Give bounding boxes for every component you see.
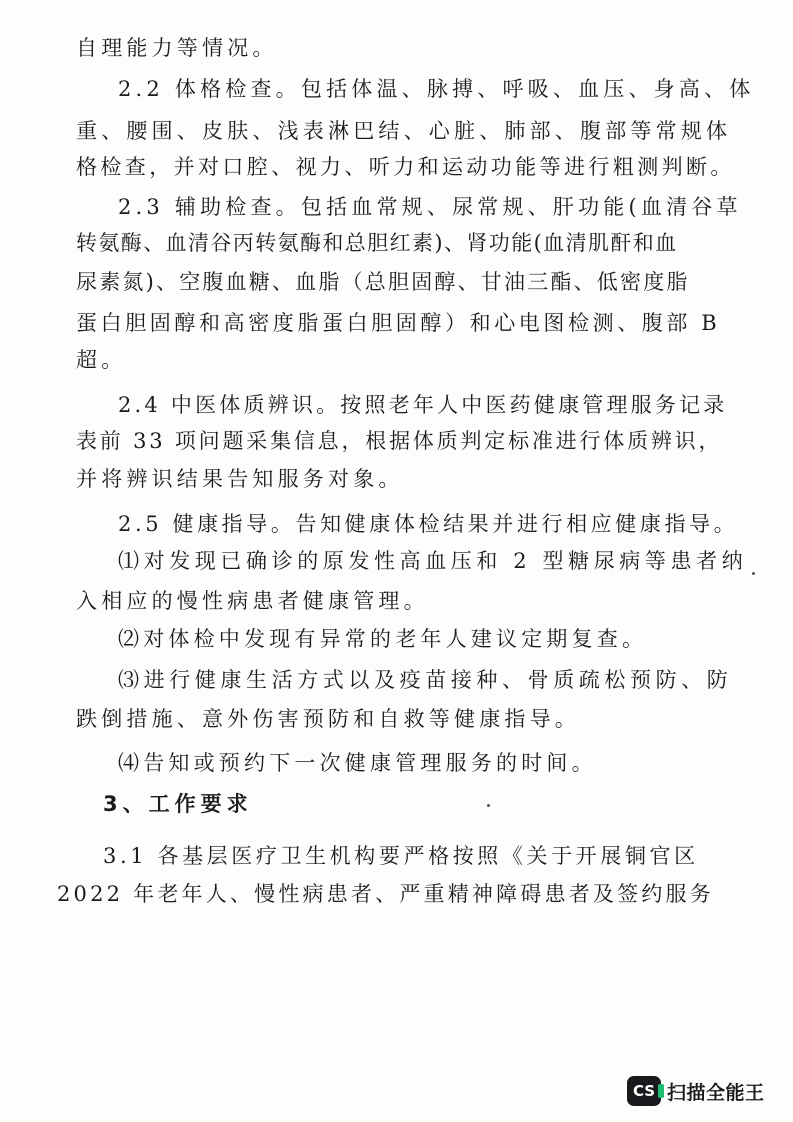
- text-line: 入相应的慢性病患者健康管理。: [76, 589, 429, 613]
- paragraph-2-4-start: 2.4 中医体质辨识。按照老年人中医药健康管理服务记录: [118, 393, 728, 417]
- text-line: 并将辨识结果告知服务对象。: [76, 467, 404, 491]
- section-heading: 3、工作要求: [103, 792, 253, 816]
- text-line: 蛋白胆固醇和高密度脂蛋白胆固醇）和心电图检测、腹部 B: [76, 311, 721, 335]
- scan-speck: [752, 572, 755, 575]
- text-line: 超。: [76, 348, 127, 372]
- list-item-1: ⑴对发现已确诊的原发性高血压和 2 型糖尿病等患者纳: [118, 549, 748, 573]
- text-line: 转氨酶、血清谷丙转氨酶和总胆红素)、肾功能(血清肌酐和血: [76, 231, 678, 255]
- list-item-3: ⑶进行健康生活方式以及疫苗接种、骨质疏松预防、防: [118, 668, 733, 692]
- list-item-4: ⑷告知或预约下一次健康管理服务的时间。: [118, 751, 597, 775]
- scanner-watermark: [627, 1076, 765, 1106]
- text-line: 2022 年老年人、慢性病患者、严重精神障碍患者及签约服务: [57, 882, 714, 906]
- text-line: 重、腰围、皮肤、浅表淋巴结、心脏、肺部、腹部等常规体: [76, 119, 732, 143]
- text-line: 跌倒措施、意外伤害预防和自救等健康指导。: [76, 707, 580, 731]
- camscanner-logo-icon: [627, 1076, 661, 1106]
- scan-speck: [487, 804, 490, 807]
- paragraph-3-1-start: 3.1 各基层医疗卫生机构要严格按照《关于开展铜官区: [103, 844, 699, 868]
- paragraph-2-3-start: 2.3 辅助检查。包括血常规、尿常规、肝功能(血清谷草: [118, 195, 742, 219]
- text-line: 表前 33 项问题采集信息，根据体质判定标准进行体质辨识，: [76, 429, 723, 453]
- paragraph-2-5-start: 2.5 健康指导。告知健康体检结果并进行相应健康指导。: [118, 512, 739, 536]
- watermark-brand-text: 扫描全能王: [667, 1081, 765, 1104]
- text-line: 自理能力等情况。: [76, 36, 278, 60]
- list-item-2: ⑵对体检中发现有异常的老年人建议定期复查。: [118, 627, 648, 651]
- paragraph-2-2-start: 2.2 体格检查。包括体温、脉搏、呼吸、血压、身高、体: [118, 77, 755, 101]
- text-line: 格检查，并对口腔、视力、听力和运动功能等进行粗测判断。: [76, 155, 735, 179]
- text-line: 尿素氮)、空腹血糖、血脂（总胆固醇、甘油三酯、低密度脂: [76, 270, 690, 294]
- logo-text: CS: [632, 1082, 656, 1100]
